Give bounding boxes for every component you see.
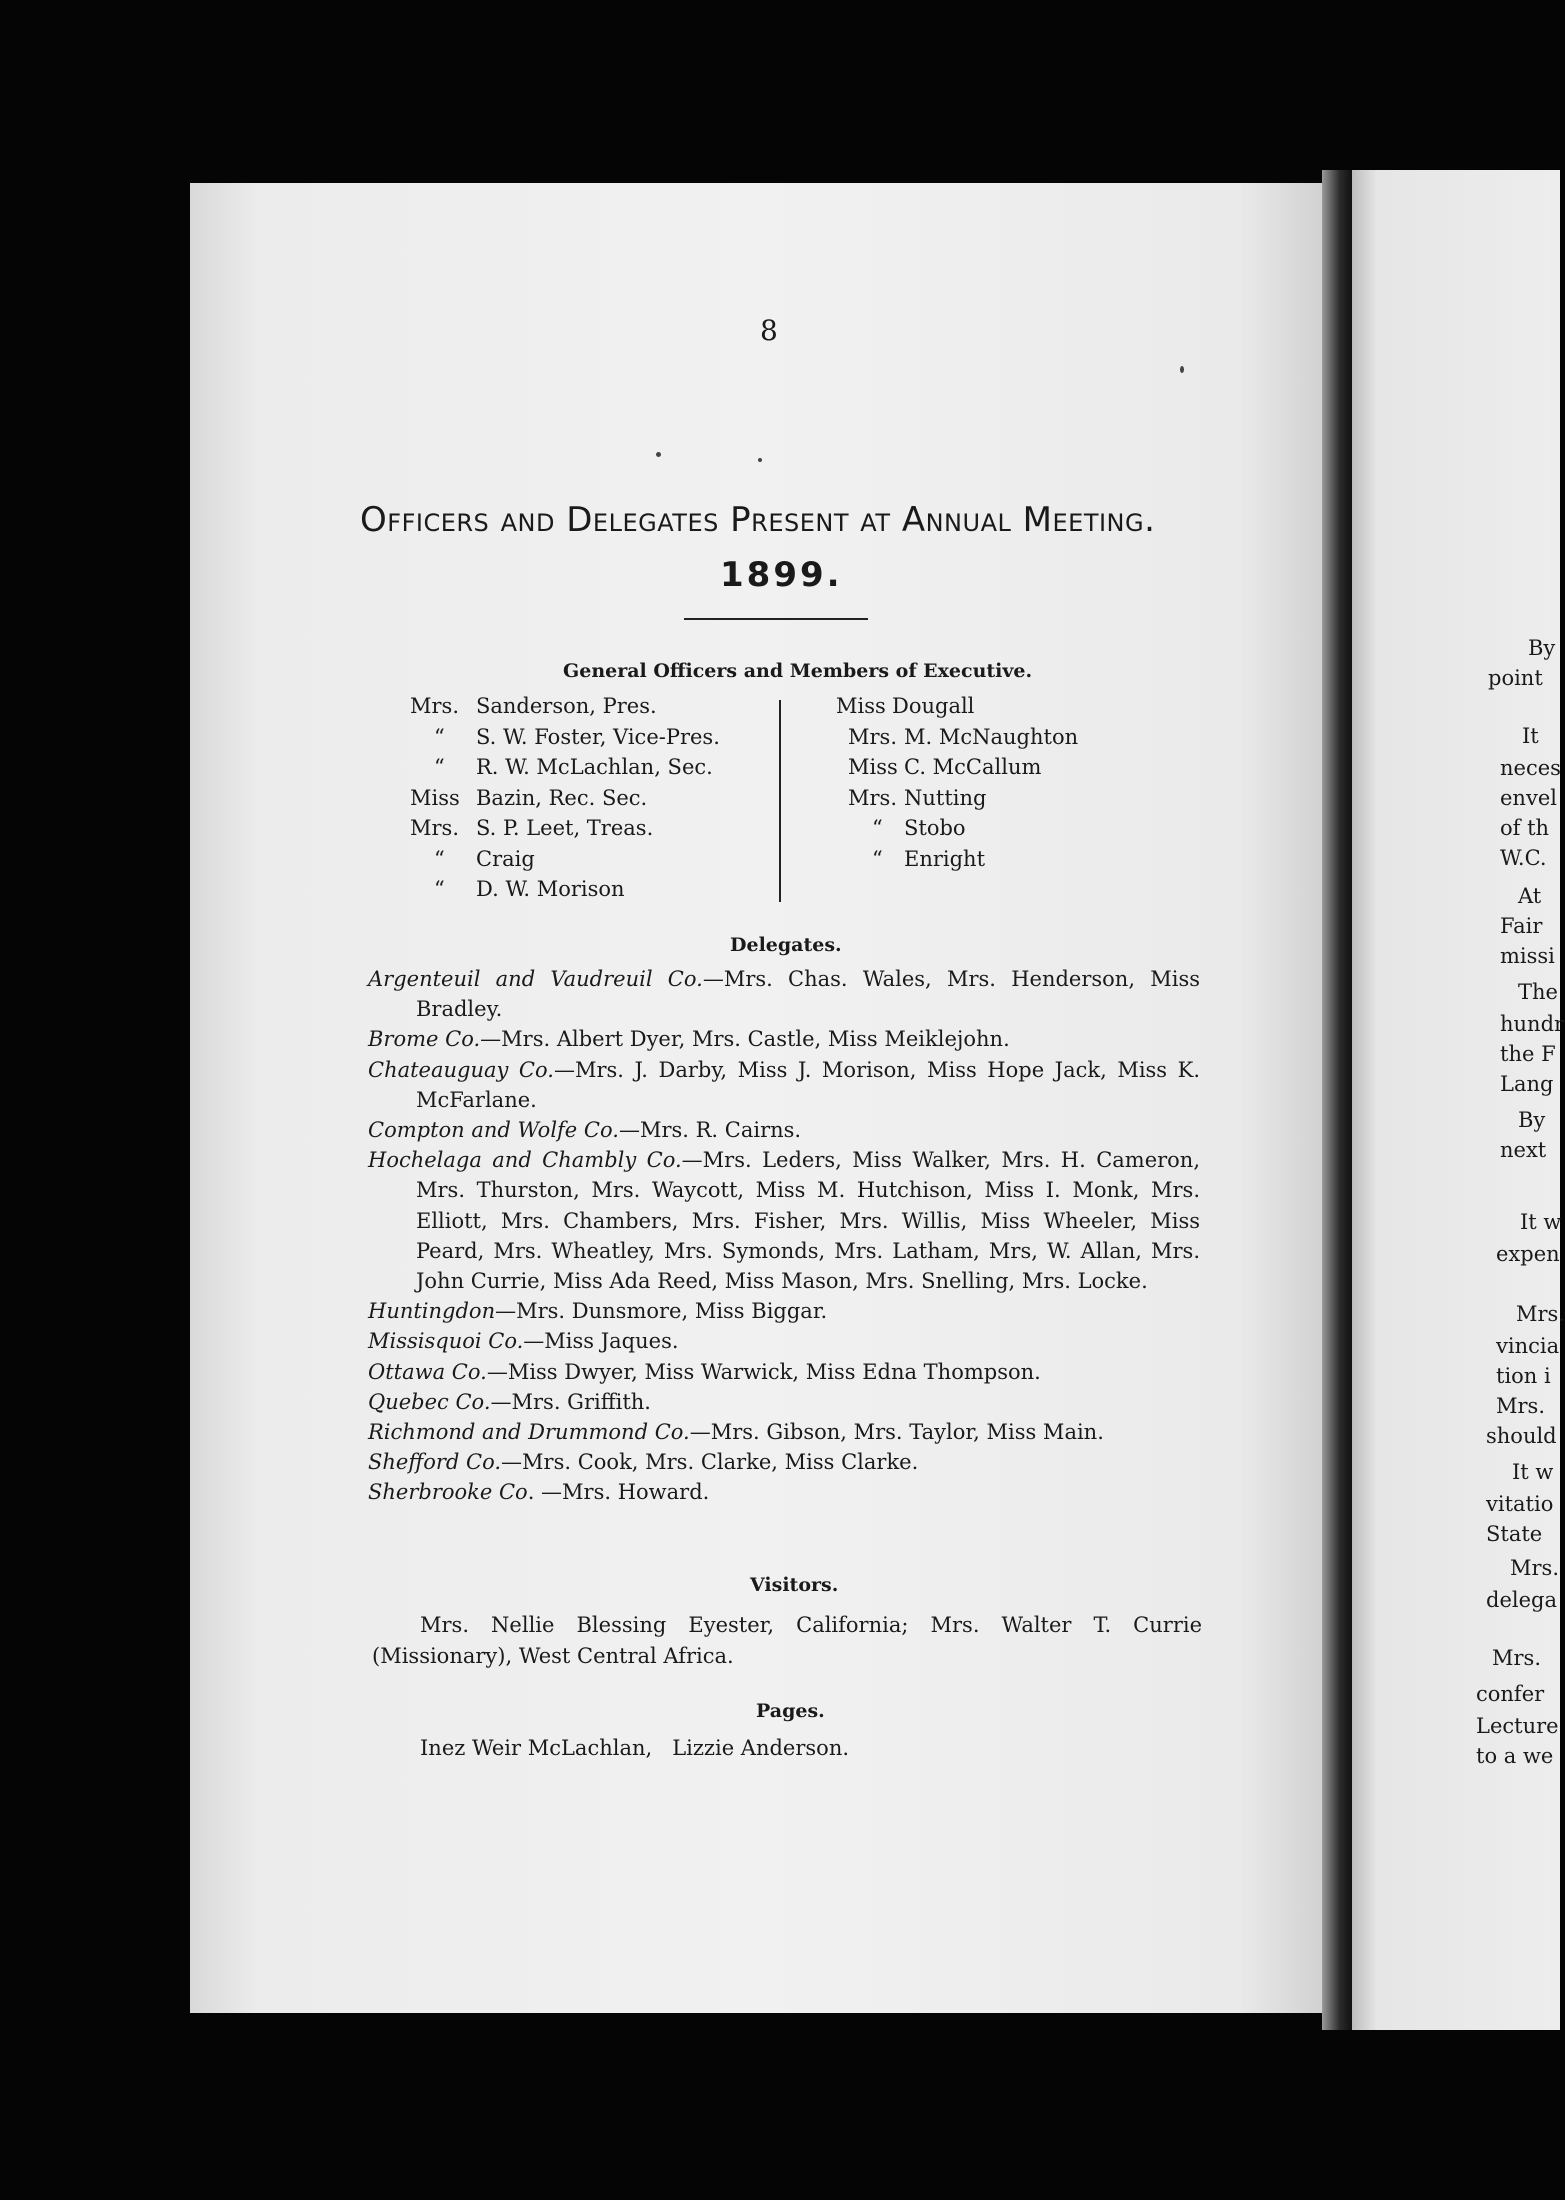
- officer-row: Mrs. Sanderson, Pres.: [410, 694, 657, 718]
- facing-page-text: It w: [1520, 1210, 1562, 1234]
- scan-speck: [758, 458, 762, 462]
- scan-speck: [1180, 366, 1184, 373]
- delegate-entry: Chateauguay Co.—Mrs. J. Darby, Miss J. Morison, Miss Hope Jack, Miss K. McFarlane.: [368, 1057, 1200, 1112]
- delegate-entry: Ottawa Co.—Miss Dwyer, Miss Warwick, Miss Edna Thompson.: [368, 1359, 1041, 1384]
- delegate-entry: Compton and Wolfe Co.—Mrs. R. Cairns.: [368, 1118, 802, 1143]
- title-rule: [684, 618, 868, 620]
- delegates-heading: Delegates.: [730, 934, 842, 956]
- facing-page-text: expen: [1496, 1242, 1560, 1266]
- facing-page-text: confer: [1476, 1682, 1545, 1706]
- officer-row: “ Craig: [434, 846, 535, 871]
- officers-left-column: [410, 694, 770, 908]
- facing-page-text: vitatio: [1486, 1492, 1554, 1516]
- officer-row: “ R. W. McLachlan, Sec.: [434, 755, 713, 779]
- delegate-entry: Huntingdon—Mrs. Dunsmore, Miss Biggar.: [368, 1299, 828, 1324]
- pages-heading: Pages.: [756, 1700, 825, 1722]
- facing-page-text: At: [1518, 884, 1542, 908]
- facing-page-text: Mrs.: [1516, 1302, 1565, 1326]
- page-year: 1899.: [720, 555, 843, 595]
- delegates-list: [368, 964, 1200, 1508]
- facing-page-text: tion i: [1496, 1364, 1551, 1388]
- delegate-entry: Sherbrooke Co. —Mrs. Howard.: [368, 1480, 710, 1505]
- facing-page-text: vincia: [1496, 1334, 1560, 1358]
- book-spine: [1322, 170, 1352, 2030]
- facing-page-text: Lecture: [1476, 1714, 1559, 1738]
- facing-page-text: the F: [1500, 1042, 1556, 1066]
- facing-page-text: delega: [1486, 1588, 1557, 1612]
- officer-row: Mrs. S. P. Leet, Treas.: [410, 816, 654, 840]
- facing-page-text: It: [1522, 724, 1539, 748]
- delegate-entry: Quebec Co.—Mrs. Griffith.: [368, 1389, 651, 1414]
- facing-page-text: Fair: [1500, 914, 1543, 938]
- facing-page-text: of th: [1500, 816, 1550, 840]
- officers-right-column: [836, 694, 1196, 877]
- officer-row: Miss C. McCallum: [848, 755, 1042, 779]
- facing-page-text: neces: [1500, 756, 1561, 780]
- delegate-entry: Richmond and Drummond Co.—Mrs. Gibson, Mrs. Taylor, Miss Main.: [368, 1420, 1104, 1445]
- page-title: Officers and Delegates Present at Annual Meeting.: [360, 500, 1156, 540]
- delegate-entry: Hochelaga and Chambly Co.—Mrs. Leders, Miss Walker, Mrs. H. Cameron, Mrs. Thurston, Mrs. Waycott, Miss M. Hutchison, Miss I. Monk, Mrs. Elliott, Mrs. Chambers, Mrs. Fisher, Mrs. Willis, Miss Wheeler, Miss Peard, Mrs. Wheatley, Mrs. Symonds, Mrs. Latham, Mrs, W. Allan, Mrs. John Currie, Miss Ada Reed, Miss Mason, Mrs. Snelling, Mrs. Locke.: [368, 1148, 1200, 1294]
- officer-row: Miss Dougall: [836, 694, 975, 718]
- page-number: 8: [760, 314, 778, 347]
- facing-page-text: Mrs.: [1496, 1394, 1545, 1418]
- facing-page-text: to a we: [1476, 1744, 1554, 1768]
- officers-heading: General Officers and Members of Executive.: [563, 660, 1033, 682]
- delegate-entry: Argenteuil and Vaudreuil Co.—Mrs. Chas. Wales, Mrs. Henderson, Miss Bradley.: [368, 967, 1201, 1022]
- officer-row: Mrs. Nutting: [848, 785, 987, 810]
- facing-page-text: Lang: [1500, 1072, 1554, 1096]
- officer-row: “ D. W. Morison: [434, 877, 625, 901]
- column-divider: [779, 700, 781, 902]
- facing-page-text: hundr: [1500, 1012, 1565, 1036]
- facing-page-text: W.C.: [1500, 846, 1547, 870]
- facing-page-text: It w: [1512, 1460, 1554, 1484]
- delegate-entry: Missisquoi Co.—Miss Jaques.: [368, 1329, 679, 1354]
- scan-speck: [656, 452, 661, 457]
- facing-page-text: point: [1488, 666, 1543, 690]
- facing-page-text: By: [1518, 1108, 1546, 1132]
- officer-row: Miss Bazin, Rec. Sec.: [410, 785, 648, 810]
- facing-page-text: missi: [1500, 944, 1555, 968]
- pages-text: Inez Weir McLachlan, Lizzie Anderson.: [420, 1736, 850, 1760]
- officer-row: “ S. W. Foster, Vice-Pres.: [434, 724, 720, 749]
- officer-row: “ Stobo: [872, 816, 966, 840]
- facing-page-text: Mrs.: [1492, 1646, 1541, 1670]
- visitors-heading: Visitors.: [750, 1574, 839, 1596]
- officer-row: Mrs. M. McNaughton: [848, 724, 1079, 749]
- officer-row: “ Enright: [872, 846, 986, 871]
- delegate-entry: Brome Co.—Mrs. Albert Dyer, Mrs. Castle, Miss Meiklejohn.: [368, 1027, 1010, 1052]
- facing-page-text: envel: [1500, 786, 1557, 810]
- facing-page-text: By: [1528, 636, 1556, 660]
- facing-page-text: State: [1486, 1522, 1543, 1546]
- facing-page-text: next: [1500, 1138, 1547, 1162]
- facing-page-text: The: [1518, 980, 1558, 1004]
- facing-page-text: Mrs.: [1510, 1556, 1559, 1580]
- visitors-text: Mrs. Nellie Blessing Eyester, California; Mrs. Walter T. Currie (Missionary), West Central Africa.: [372, 1613, 1202, 1668]
- delegate-entry: Shefford Co.—Mrs. Cook, Mrs. Clarke, Miss Clarke.: [368, 1450, 919, 1475]
- facing-page-text: should: [1486, 1424, 1557, 1448]
